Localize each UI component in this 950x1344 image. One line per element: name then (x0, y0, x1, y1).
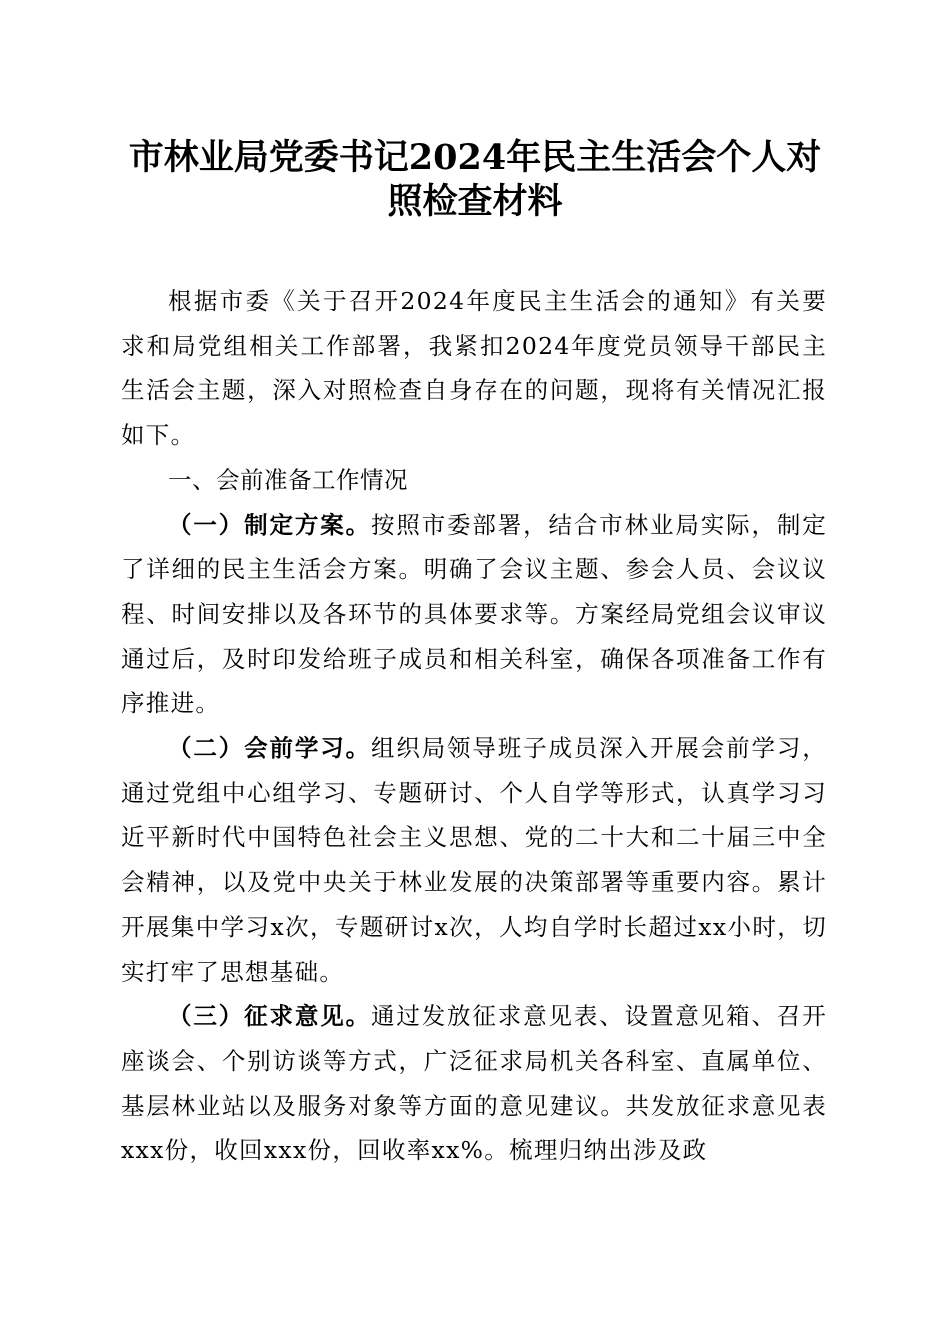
title-line-2: 照检查材料 (387, 181, 563, 222)
item-2-lead: （二）会前学习。 (168, 734, 371, 763)
item-1-lead: （一）制定方案。 (168, 510, 371, 539)
item-2-text: 组织局领导班子成员深入开展会前学习，通过党组中心组学习、专题研讨、个人自学等形式，认真学习习近平新时代中国特色社会主义思想、党的二十大和二十届三中全会精神，以及党中央关于林业发展的决策部署等重要内容。累计开展集中学习x次，专题研讨x次，人均自学时长超过xx小时，切实打牢了思想基础。 (121, 734, 827, 986)
title-line-1: 市林业局党委书记2024年民主生活会个人对 (128, 137, 822, 178)
item-3-text: 通过发放征求意见表、设置意见箱、召开座谈会、个别访谈等方式，广泛征求局机关各科室、直属单位、基层林业站以及服务对象等方面的意见建议。共发放征求意见表xxx份，收回xxx份，回收率xx%。梳理归纳出涉及政 (121, 1002, 827, 1165)
section-heading: 一、会前准备工作情况 (168, 465, 408, 494)
item-1-text: 按照市委部署，结合市林业局实际，制定了详细的民主生活会方案。明确了会议主题、参会人员、会议议程、时间安排以及各环节的具体要求等。方案经局党组会议审议通过后，及时印发给班子成员和相关科室，确保各项准备工作有序推进。 (121, 510, 827, 718)
document-body (121, 279, 827, 1173)
paragraph-item-1 (121, 503, 827, 727)
paragraph-item-2 (121, 726, 827, 994)
item-3-lead: （三）征求意见。 (168, 1002, 371, 1031)
document-title (110, 136, 840, 224)
intro-paragraph: 根据市委《关于召开2024年度民主生活会的通知》有关要求和局党组相关工作部署，我紧扣2024年度党员领导干部民主生活会主题，深入对照检查自身存在的问题，现将有关情况汇报如下。 (121, 287, 827, 450)
paragraph-item-3 (121, 994, 827, 1173)
